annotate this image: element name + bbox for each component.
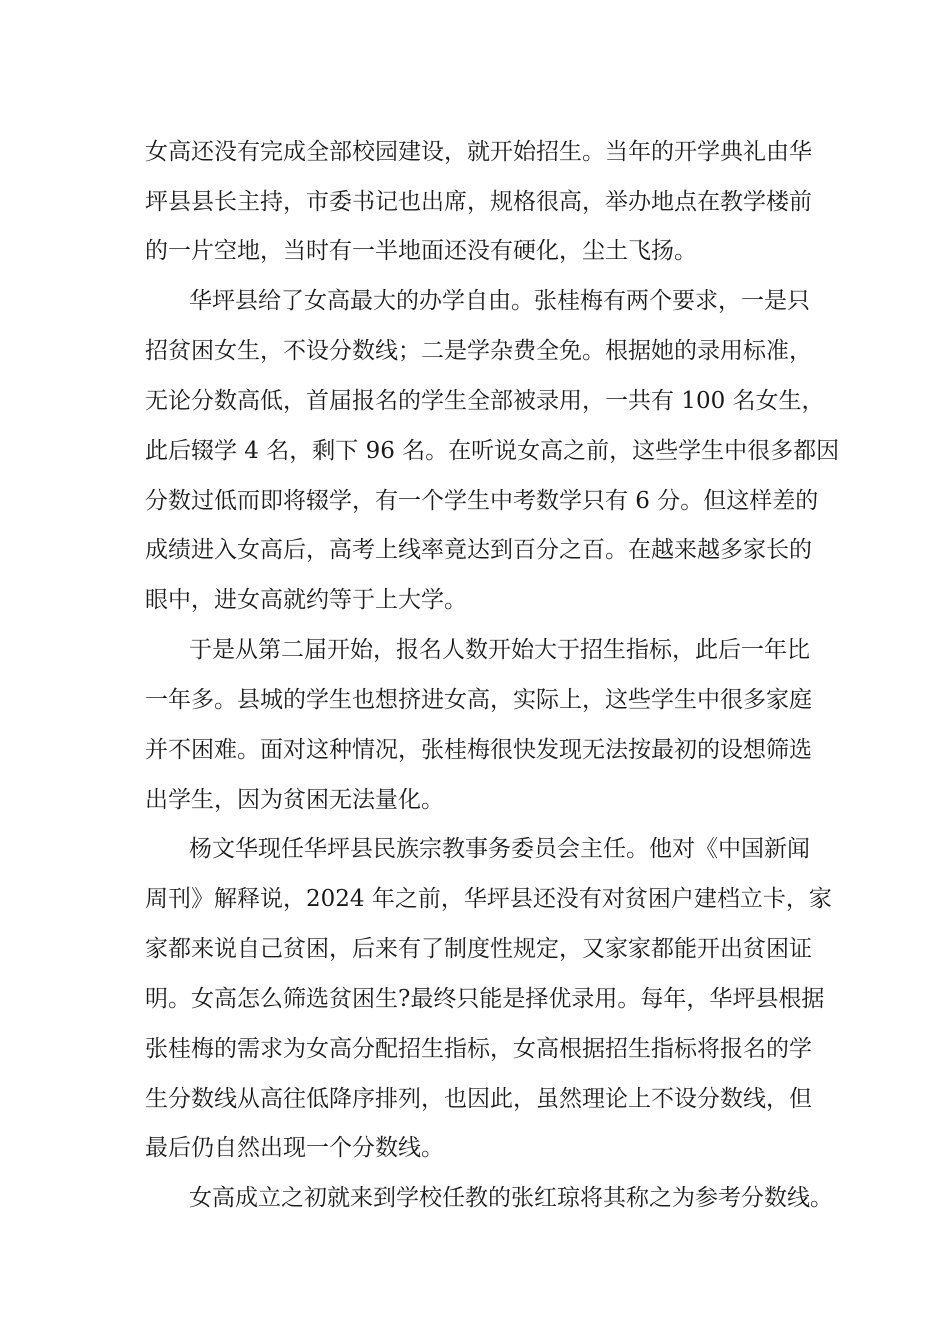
text-line: 招贫困女生，不设分数线；二是学杂费全免。根据她的录用标准， bbox=[145, 338, 812, 364]
text-line: 一年多。县城的学生也想挤进女高，实际上，这些学生中很多家庭 bbox=[145, 687, 812, 713]
text-line: 成绩进入女高后，高考上线率竟达到百分之百。在越来越多家长的 bbox=[145, 537, 812, 563]
text-line: 分数过低而即将辍学，有一个学生中考数学只有 6 分。但这样差的 bbox=[145, 488, 819, 514]
text-line: 坪县县长主持，市委书记也出席，规格很高，举办地点在教学楼前 bbox=[145, 189, 812, 215]
text-line: 的一片空地，当时有一半地面还没有硬化，尘土飞扬。 bbox=[145, 238, 697, 264]
text-line: 杨文华现任华坪县民族宗教事务委员会主任。他对《中国新闻 bbox=[189, 836, 810, 862]
text-line: 张桂梅的需求为女高分配招生指标，女高根据招生指标将报名的学 bbox=[145, 1036, 812, 1062]
text-line: 女高成立之初就来到学校任教的张红琼将其称之为参考分数线。 bbox=[189, 1185, 833, 1211]
text-line: 生分数线从高往低降序排列，也因此，虽然理论上不设分数线，但 bbox=[145, 1086, 812, 1112]
text-line: 并不困难。面对这种情况，张桂梅很快发现无法按最初的设想筛选 bbox=[145, 737, 812, 763]
text-line: 明。女高怎么筛选贫困生?最终只能是择优录用。每年，华坪县根据 bbox=[145, 986, 825, 1012]
text-line: 女高还没有完成全部校园建设，就开始招生。当年的开学典礼由华 bbox=[145, 139, 812, 165]
text-line: 华坪县给了女高最大的办学自由。张桂梅有两个要求，一是只 bbox=[189, 288, 810, 314]
text-line: 无论分数高低，首届报名的学生全部被录用，一共有 100 名女生， bbox=[145, 388, 825, 414]
text-line: 最后仍自然出现一个分数线。 bbox=[145, 1135, 444, 1161]
text-line: 周刊》解释说，2024 年之前，华坪县还没有对贫困户建档立卡，家 bbox=[145, 886, 832, 912]
text-line: 此后辍学 4 名，剩下 96 名。在听说女高之前，这些学生中很多都因 bbox=[145, 438, 840, 464]
text-line: 家都来说自己贫困，后来有了制度性规定，又家家都能开出贫困证 bbox=[145, 936, 812, 962]
text-line: 于是从第二届开始，报名人数开始大于招生指标，此后一年比 bbox=[189, 637, 810, 663]
text-line: 眼中，进女高就约等于上大学。 bbox=[145, 587, 467, 613]
text-line: 出学生，因为贫困无法量化。 bbox=[145, 787, 444, 813]
